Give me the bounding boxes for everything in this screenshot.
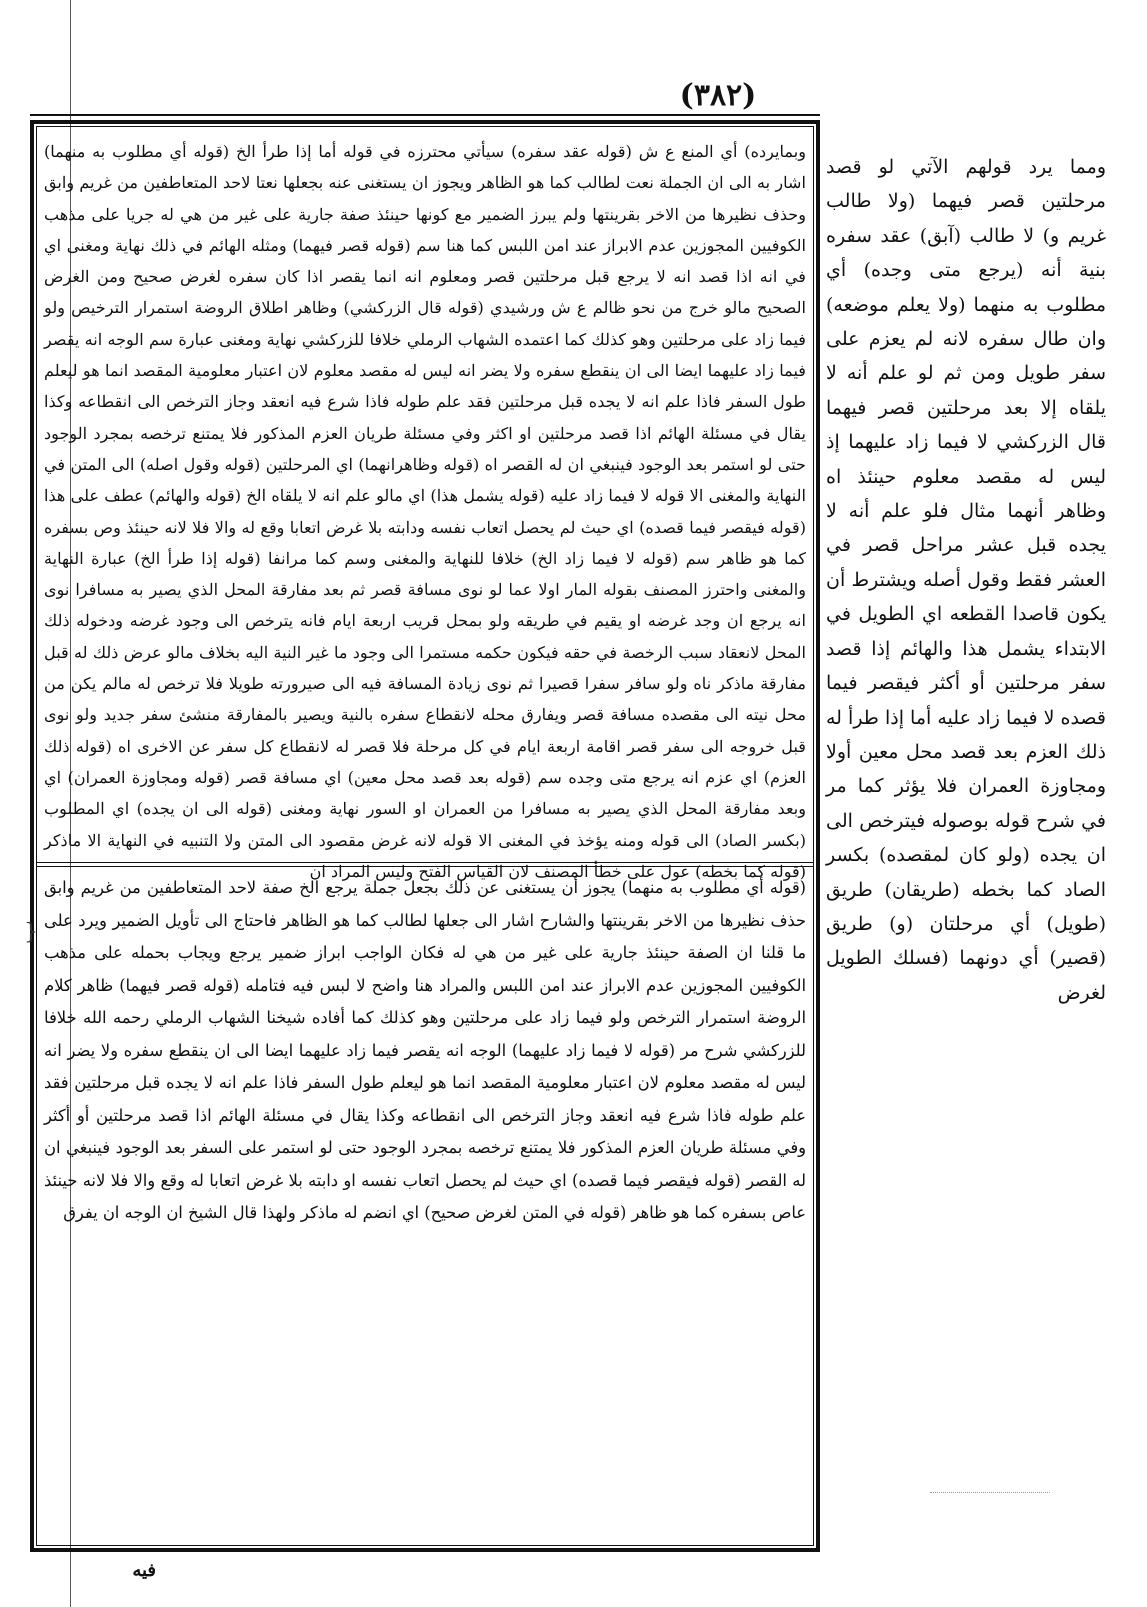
- margin-matn-text: ومما يرد قولهم الآتي لو قصد مرحلتين قصر فيهما (ولا طالب غريم و) لا طالب (آبق) عقد سفره بنية أنه (يرجع متى وجده) أي مطلوب به منهما (ولا يعلم موضعه) وان طال سفره لانه لم يعزم على سفر طويل ومن ثم لو علم أنه لا يلقاه إلا بعد مرحلتين قصر فيهما قال الزركشي لا فيما زاد عليهما إذ ليس له مقصد معلوم حينئذ اه وظاهر أنهما مثال فلو علم أنه لا يجده قبل عشر مراحل قصر في العشر فقط وقول أصله ويشترط أن يكون قاصدا القطعه اي الطويل في الابتداء يشمل هذا والهائم إذا قصد سفر مرحلتين أو أكثر فيقصر فيما قصده لا فيما زاد عليه أما إذا طرأ له ذلك العزم بعد قصد محل معين أولا ومجاوزة العمران فلا يؤثر كما مر في شرح قوله بوصوله فيترخص الى ان يجده (ولو كان لمقصده) بكسر الصاد كما بخطه (طريقان) طريق (طويل) أي مرحلتان (و) طريق (قصير) أي دونهما (فسلك الطويل لغرض: [826, 156, 1106, 1004]
- frame-top-rule: [30, 114, 820, 116]
- margin-matn-column: [826, 150, 1106, 1450]
- main-commentary-text: وبمايرده) أي المنع ع ش (قوله عقد سفره) سيأتي محترزه في قوله أما إذا طرأ الخ (قوله أي مطلوب به منهما) اشار به الى ان الجملة نعت لطالب كما هو الظاهر ويجوز ان يستغنى عنه بجعلها نعتا لاحد المتعاطفين من غريم وابق وحذف نظيرها من الاخر بقرينتها ولم يبرز الضمير مع كونها حينئذ صفة جارية على غير من هي له جريا على مذهب الكوفيين المجوزين عدم الابراز عند امن اللبس كما هنا سم (قوله قصر فيهما) ومثله الهائم في ذلك نهاية ومغنى اي في انه اذا قصد انه لا يرجع قبل مرحلتين قصر ومعلوم انه انما يقصر اذا كان سفره لغرض صحيح ومن الغرض الصحيح مالو خرج من نحو ظالم ع ش ورشيدي (قوله قال الزركشي) وظاهر اطلاق الروضة استمرار الترخيص ولو فيما زاد على مرحلتين وهو كذلك كما اعتمده الشهاب الرملي خلافا للزركشي نهاية ومغنى عبارة سم الوجه انه يقصر فيما زاد عليهما ايضا الى ان ينقطع سفره ولا يضر انه ليس له مقصد معلوم لان اعتبار معلومية المقصد انما هو ليعلم طول السفر فاذا علم انه لا يجده قبل مرحلتين فقد علم طوله فاذا شرع فيه انعقد وجاز الترخص الى انقطاعه وكذا يقال في مسئلة الهائم اذا قصد مرحلتين او اكثر وفي مسئلة طريان العزم المذكور فلا يمتنع ترخصه بمجرد الوجود حتى لو استمر بعد الوجود فينبغي ان له القصر اه (قوله وظاهرانهما) اي المرحلتين (قوله وقول اصله) الى المتن في النهاية والمغنى الا قوله لا فيما زاد عليه (قوله يشمل هذا) اي مالو علم انه لا يلقاه الخ (قوله والهائم) عطف على هذا (قوله فيقصر فيما قصده) اي حيث لم يحصل اتعاب نفسه ودابته بلا غرض اتعابا وقع له والا فلا لانه حينئذ وص بسفره كما هو ظاهر سم (قوله لا فيما زاد الخ) خلافا للنهاية والمغنى وسم كما مرانفا (قوله إذا طرأ الخ) عبارة النهاية والمغنى واحترز المصنف بقوله المار اولا عما لو نوى مسافة قصر ثم بعد مفارقة المحل الذي يصير به مسافرا نوى انه يرجع ان وجد غرضه او يقيم في طريقه ولو بمحل قريب اربعة ايام فانه يترخص الى وجود غرضه ودخوله ذلك المحل لانعقاد سبب الرخصة في حقه فيكون حكمه مستمرا الى وجود ما غير النية اليه بخلاف مالو عرض ذلك له قبل مفارقة ماذكر ناه ولو سافر سفرا قصيرا ثم نوى زيادة المسافة فيه الى صيرورته طويلا فلا ترخص له مالم يكن من محل نيته الى مقصده مسافة قصر ويفارق محله لانقطاع سفره بالنية ويصير بالمفارقة منشئ سفر جديد ولو نوى قبل خروجه الى سفر قصر اقامة اربعة ايام في كل مرحلة فلا قصر له لانقطاع كل سفر عن الاخرى اه (قوله ذلك العزم) اي عزم انه يرجع متى وجده سم (قوله بعد قصد محل معين) اي مسافة قصر (قوله ومجاوزة العمران) اي وبعد مفارقة المحل الذي يصير به مسافرا من العمران او السور نهاية ومغنى (قوله الى ان يجده) اي المطلوب (بكسر الصاد) الى قوله ومنه يؤخذ في المغنى الا قوله لانه غرض مقصود الى المتن ولا التنبيه في النهاية الا ماذكر (قوله كما بخطه) عول على خطأ المصنف لان القياس الفتح وليس المراد ان: [44, 142, 806, 881]
- margin-dotted-rule: [930, 1492, 1050, 1494]
- section-separator: [36, 862, 814, 867]
- lower-commentary-text: (قوله أي مطلوب به منهما) يجوز أن يستغنى عن ذلك بجعل جملة يرجع الخ صفة لاحد المتعاطفين من غريم وابق حذف نظيرها من الاخر بقرينتها والشارح اشار الى جعلها لطالب كما هو الظاهر فاحتاج الى تأويل الضمير ويرد على ما قلنا ان الصفة حينئذ جارية على غير من هي له فكان الواجب ابراز ضمير يرجع ويجاب بحمله على مذهب الكوفيين المجوزين عدم الابراز عند امن اللبس والمراد هنا واضح لا لبس فيه فتامله (قوله قصر فيهما) ظاهر كلام الروضة استمرار الترخص ولو فيما زاد على مرحلتين وهو كذلك كما أفاده شيخنا الشهاب الرملي رحمه الله خلافا للزركشي شرح مر (قوله لا فيما زاد عليهما) الوجه انه يقصر فيما زاد عليهما ايضا الى ان ينقطع سفره ولا يضر انه ليس له مقصد معلوم لان اعتبار معلومية المقصد انما هو ليعلم طول السفر فاذا علم انه لا يجده قبل مرحلتين فقد علم طوله فاذا شرع فيه انعقد وجاز الترخص الى انقطاعه وكذا يقال في مسئلة الهائم اذا قصد مرحلتين أو أكثر وفي مسئلة طريان العزم المذكور فلا يمتنع ترخصه بمجرد الوجود حتى لو استمر على السفر بعد الوجود فينبغي ان له القصر (قوله فيقصر فيما قصده) اي حيث لم يحصل اتعاب نفسه او دابته بلا غرض اتعابا له وقع والا فلا لانه حينئذ عاص بسفره كما هو ظاهر (قوله في المتن لغرض صحيح) اي انضم له ماذكر ولهذا قال الشيخ ان الوجه ان يفرق: [44, 878, 806, 1222]
- lower-commentary-column: [44, 872, 806, 1534]
- main-commentary-column: [44, 136, 806, 881]
- footer-catchword: فيه: [132, 1560, 156, 1581]
- frame-bracket-mark: }: [24, 920, 38, 945]
- page-number: (٣٨٢): [679, 78, 757, 113]
